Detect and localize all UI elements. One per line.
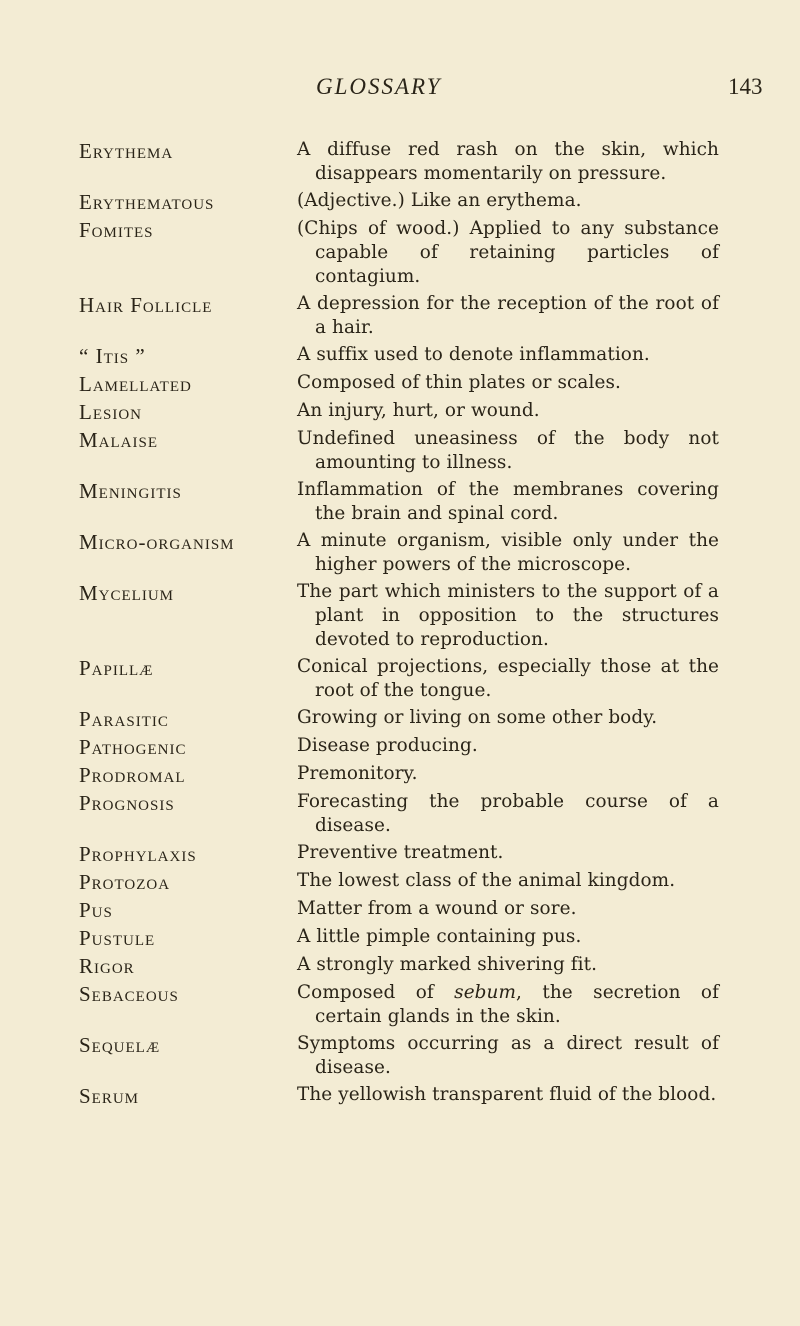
glossary-entry xyxy=(79,762,719,787)
glossary-term: Meningitis xyxy=(79,479,182,503)
glossary-term: Sebaceous xyxy=(79,982,179,1006)
glossary-term: Lamellated xyxy=(79,372,192,396)
glossary-definition: The yellowish transparent fluid of the blood. xyxy=(297,1084,717,1105)
running-head xyxy=(0,74,800,104)
glossary-term: Pustule xyxy=(79,926,156,950)
glossary-entry xyxy=(79,529,719,577)
glossary-term: Pus xyxy=(79,898,113,922)
glossary-entry xyxy=(79,706,719,731)
glossary-definition: A diffuse red rash on the skin, which disappears momentarily on pressure. xyxy=(297,139,719,184)
glossary-definition xyxy=(297,981,719,1029)
running-title: GLOSSARY xyxy=(316,74,442,99)
glossary-entry xyxy=(79,217,719,289)
glossary-definition: Composed of thin plates or scales. xyxy=(297,372,621,393)
glossary-entry xyxy=(79,343,719,368)
glossary-entry xyxy=(79,655,719,703)
glossary-entry xyxy=(79,580,719,652)
glossary-entry xyxy=(79,1083,719,1108)
glossary-entry xyxy=(79,869,719,894)
glossary-definition: A little pimple containing pus. xyxy=(297,926,582,947)
glossary-definition: A depression for the reception of the root of a hair. xyxy=(297,293,719,338)
glossary-entry xyxy=(79,897,719,922)
glossary-term: “ Itis ” xyxy=(79,344,146,368)
glossary-term: Rigor xyxy=(79,954,135,978)
glossary-entry xyxy=(79,189,719,214)
glossary-term: Prophylaxis xyxy=(79,842,197,866)
glossary-definition: Premonitory. xyxy=(297,763,418,784)
glossary-definition: Symptoms occurring as a direct result of disease. xyxy=(297,1033,719,1078)
glossary-entry xyxy=(79,371,719,396)
glossary-entry xyxy=(79,427,719,475)
glossary-term: Parasitic xyxy=(79,707,169,731)
page-number: 143 xyxy=(728,74,763,99)
glossary-definition: Undefined uneasiness of the body not amounting to illness. xyxy=(297,428,719,473)
glossary-term: Erythematous xyxy=(79,190,215,214)
glossary-term: Fomites xyxy=(79,218,154,242)
glossary-term: Protozoa xyxy=(79,870,171,894)
glossary-entry xyxy=(79,790,719,838)
glossary-definition: Preventive treatment. xyxy=(297,842,504,863)
glossary-list xyxy=(79,138,719,1111)
glossary-term: Lesion xyxy=(79,400,142,424)
glossary-definition: The lowest class of the animal kingdom. xyxy=(297,870,676,891)
glossary-term: Hair Follicle xyxy=(79,293,213,317)
definition-text: , the secretion of certain glands in the skin. xyxy=(315,982,719,1027)
glossary-entry xyxy=(79,1032,719,1080)
glossary-definition: Disease producing. xyxy=(297,735,478,756)
glossary-definition: Growing or living on some other body. xyxy=(297,707,658,728)
glossary-term: Mycelium xyxy=(79,581,174,605)
glossary-entry xyxy=(79,953,719,978)
glossary-entry xyxy=(79,925,719,950)
glossary-definition: Conical projections, especially those at the root of the tongue. xyxy=(297,656,719,701)
glossary-term: Sequelæ xyxy=(79,1033,161,1057)
definition-italic-term: sebum xyxy=(454,982,517,1003)
glossary-definition: The part which ministers to the support of a plant in opposition to the structures devoted to reproduction. xyxy=(297,581,719,650)
glossary-definition: (Chips of wood.) Applied to any substance capable of retaining particles of contagium. xyxy=(297,218,719,287)
glossary-term: Erythema xyxy=(79,139,174,163)
glossary-term: Malaise xyxy=(79,428,158,452)
definition-text: Composed of xyxy=(297,982,455,1003)
glossary-entry xyxy=(79,292,719,340)
glossary-entry xyxy=(79,734,719,759)
glossary-entry xyxy=(79,138,719,186)
glossary-entry xyxy=(79,399,719,424)
glossary-term: Serum xyxy=(79,1084,140,1108)
glossary-term: Pathogenic xyxy=(79,735,187,759)
glossary-term: Micro-organism xyxy=(79,530,235,554)
glossary-definition: A suffix used to denote inflammation. xyxy=(297,344,650,365)
glossary-term: Prodromal xyxy=(79,763,186,787)
glossary-definition: An injury, hurt, or wound. xyxy=(297,400,540,421)
glossary-term: Prognosis xyxy=(79,791,175,815)
glossary-definition: A minute organism, visible only under the higher powers of the microscope. xyxy=(297,530,719,575)
glossary-term: Papillæ xyxy=(79,656,154,680)
glossary-entry xyxy=(79,478,719,526)
glossary-definition: A strongly marked shivering fit. xyxy=(297,954,598,975)
glossary-definition: Inflammation of the membranes covering the brain and spinal cord. xyxy=(297,479,719,524)
glossary-definition: Forecasting the probable course of a disease. xyxy=(297,791,719,836)
glossary-definition: Matter from a wound or sore. xyxy=(297,898,577,919)
glossary-definition: (Adjective.) Like an erythema. xyxy=(297,190,582,211)
glossary-entry xyxy=(79,841,719,866)
glossary-entry xyxy=(79,981,719,1029)
